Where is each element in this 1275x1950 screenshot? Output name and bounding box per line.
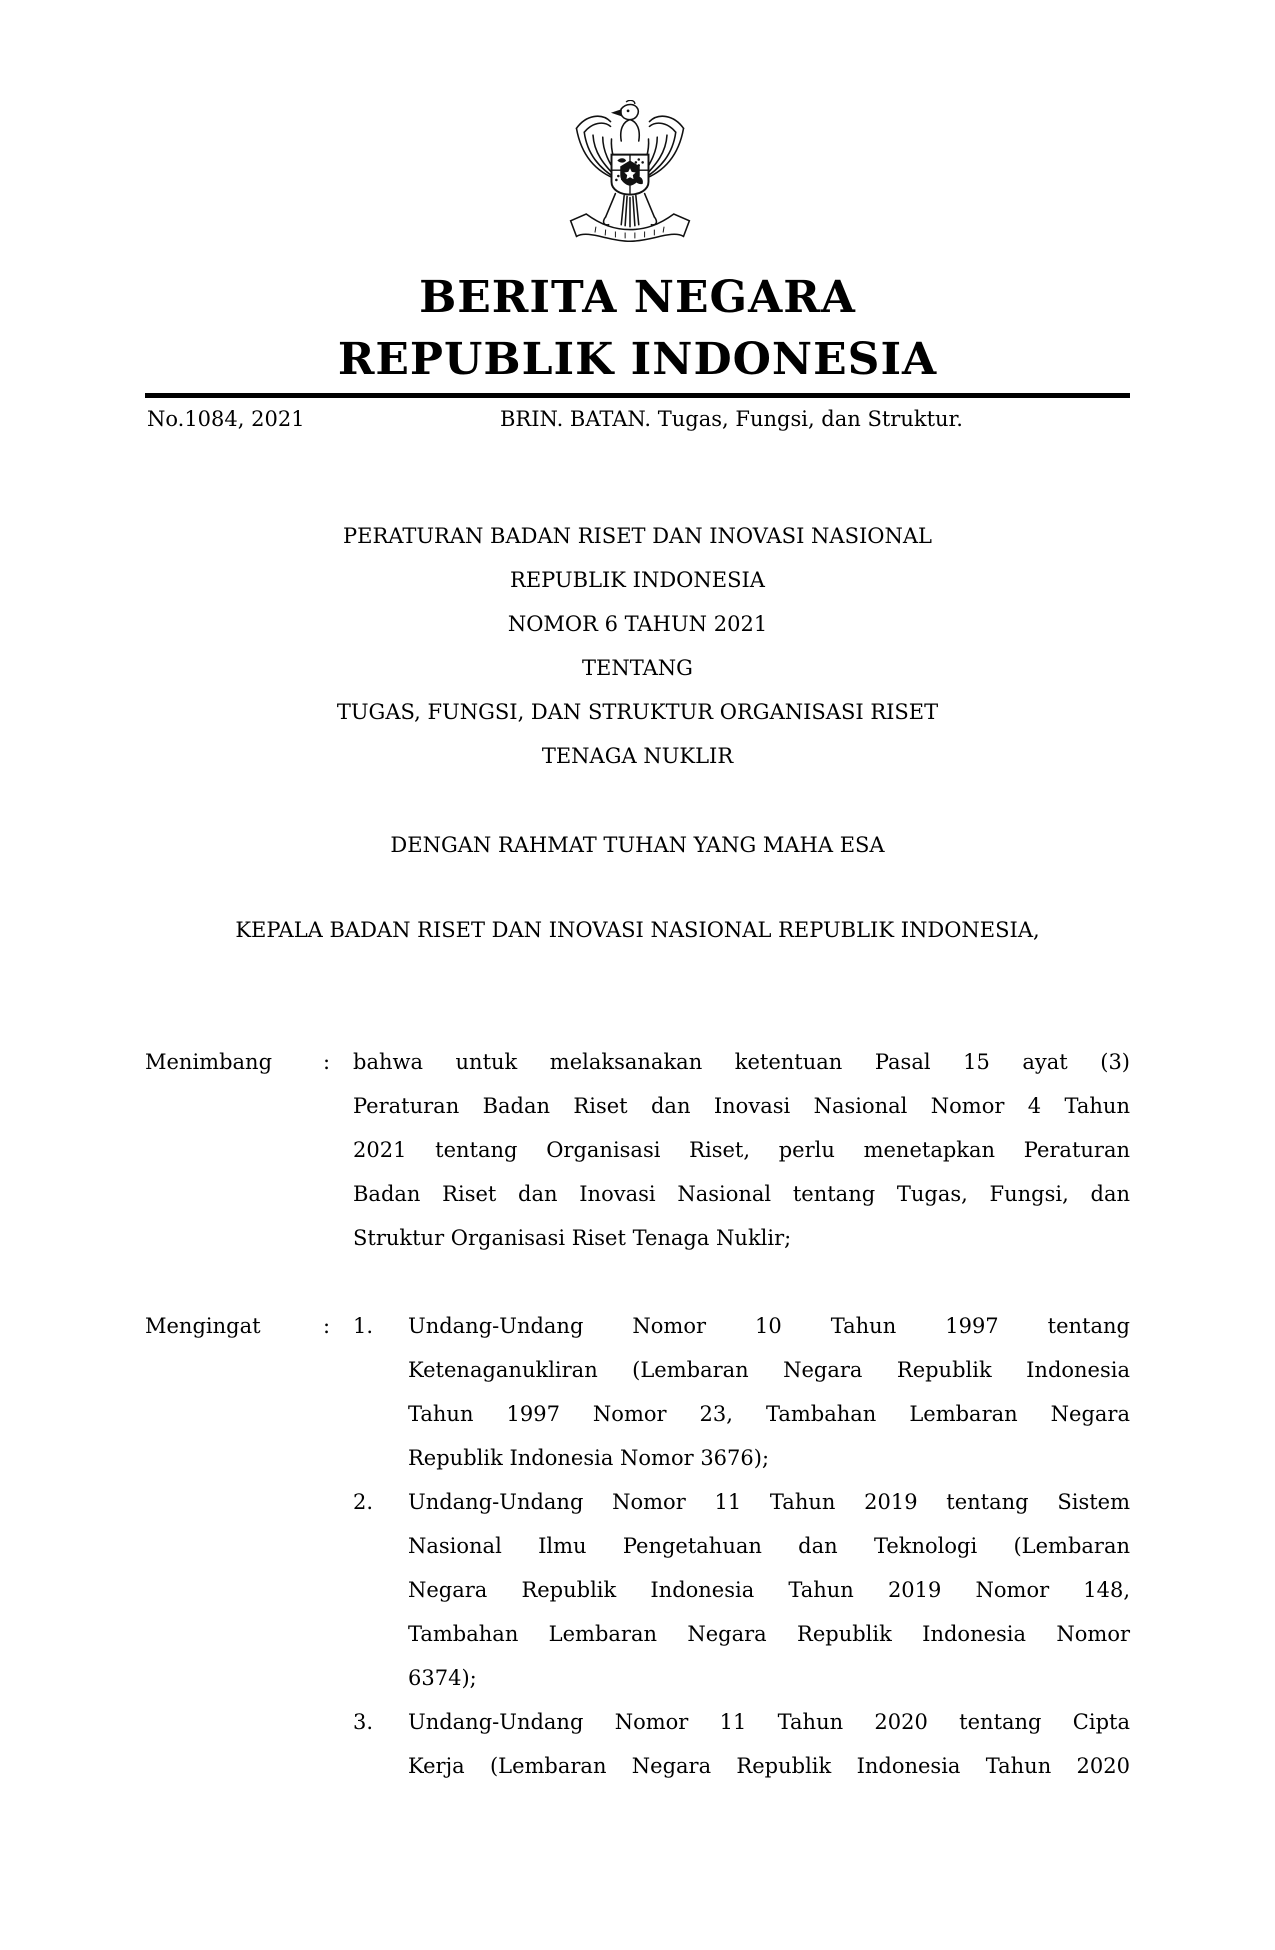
legal-basis-text-line: Undang-Undang Nomor 10 Tahun 1997 tentang [408, 1314, 1130, 1338]
considering-text-line: bahwa untuk melaksanakan ketentuan Pasal 15 ayat (3) [353, 1050, 1130, 1074]
invocation-line: DENGAN RAHMAT TUHAN YANG MAHA ESA [390, 833, 885, 857]
issue-line [145, 404, 1130, 434]
regulation-title-line: TUGAS, FUNGSI, DAN STRUKTUR ORGANISASI RISET [336, 700, 939, 724]
legal-basis-item-number: 1. [353, 1314, 374, 1338]
issue-subject: BRIN. BATAN. Tugas, Fungsi, dan Struktur. [500, 407, 963, 431]
legal-basis-colon: : [323, 1314, 331, 1338]
regulation-title-line: NOMOR 6 TAHUN 2021 [507, 612, 768, 636]
legal-basis-text-line: Kerja (Lembaran Negara Republik Indonesia Tahun 2020 [408, 1754, 1130, 1778]
legal-basis-text-line: Undang-Undang Nomor 11 Tahun 2020 tentang Cipta [408, 1710, 1130, 1734]
regulation-title-line: REPUBLIK INDONESIA [510, 568, 765, 592]
legal-basis-text-line: Negara Republik Indonesia Tahun 2019 Nomor 148, [408, 1578, 1130, 1602]
legal-basis-text-line: 6374); [408, 1666, 477, 1690]
legal-basis-text-line: Undang-Undang Nomor 11 Tahun 2019 tentang Sistem [408, 1490, 1130, 1514]
legal-basis-item-text [408, 1700, 1130, 1788]
masthead-rule [145, 393, 1130, 398]
considering-colon: : [323, 1050, 331, 1074]
considering-label: Menimbang [145, 1050, 273, 1074]
considering-text-line: 2021 tentang Organisasi Riset, perlu menetapkan Peraturan [353, 1138, 1130, 1162]
regulation-title-line: PERATURAN BADAN RISET DAN INOVASI NASIONAL [343, 524, 932, 548]
masthead-title-line1: BERITA NEGARA [419, 272, 856, 323]
legal-basis-item [353, 1304, 1130, 1480]
garuda-pancasila-emblem [557, 100, 703, 256]
masthead-title-line2: REPUBLIK INDONESIA [337, 334, 938, 385]
legal-basis-text-line: Tambahan Lembaran Negara Republik Indonesia Nomor [408, 1622, 1130, 1646]
legal-basis-text-line: Republik Indonesia Nomor 3676); [408, 1446, 770, 1470]
legal-basis-item-number: 2. [353, 1490, 374, 1514]
legal-basis-item [353, 1700, 1130, 1788]
legal-basis-item [353, 1480, 1130, 1700]
legal-basis-text-line: Tahun 1997 Nomor 23, Tambahan Lembaran Negara [408, 1402, 1130, 1426]
issue-number: No.1084, 2021 [147, 407, 305, 431]
legal-basis-label: Mengingat [145, 1314, 261, 1338]
legal-basis-list [353, 1304, 1130, 1788]
considering-text-line: Struktur Organisasi Riset Tenaga Nuklir; [353, 1226, 792, 1250]
legal-basis-text-line: Ketenaganukliran (Lembaran Negara Republik Indonesia [408, 1358, 1130, 1382]
considering-paragraph [353, 1040, 1130, 1260]
legal-basis-section [145, 1304, 1130, 1788]
considering-text-line: Badan Riset dan Inovasi Nasional tentang Tugas, Fungsi, dan [353, 1182, 1130, 1206]
regulation-title-line: TENAGA NUKLIR [541, 744, 734, 768]
issuing-officer-line: KEPALA BADAN RISET DAN INOVASI NASIONAL REPUBLIK INDONESIA, [235, 918, 1040, 942]
regulation-title-block [145, 514, 1130, 778]
legal-basis-text-line: Nasional Ilmu Pengetahuan dan Teknologi (Lembaran [408, 1534, 1130, 1558]
regulation-title-line: TENTANG [582, 656, 693, 680]
legal-basis-item-number: 3. [353, 1710, 374, 1734]
considering-text-line: Peraturan Badan Riset dan Inovasi Nasional Nomor 4 Tahun [353, 1094, 1130, 1118]
considering-section [145, 1040, 1130, 1260]
legal-basis-item-text [408, 1480, 1130, 1700]
legal-basis-item-text [408, 1304, 1130, 1480]
